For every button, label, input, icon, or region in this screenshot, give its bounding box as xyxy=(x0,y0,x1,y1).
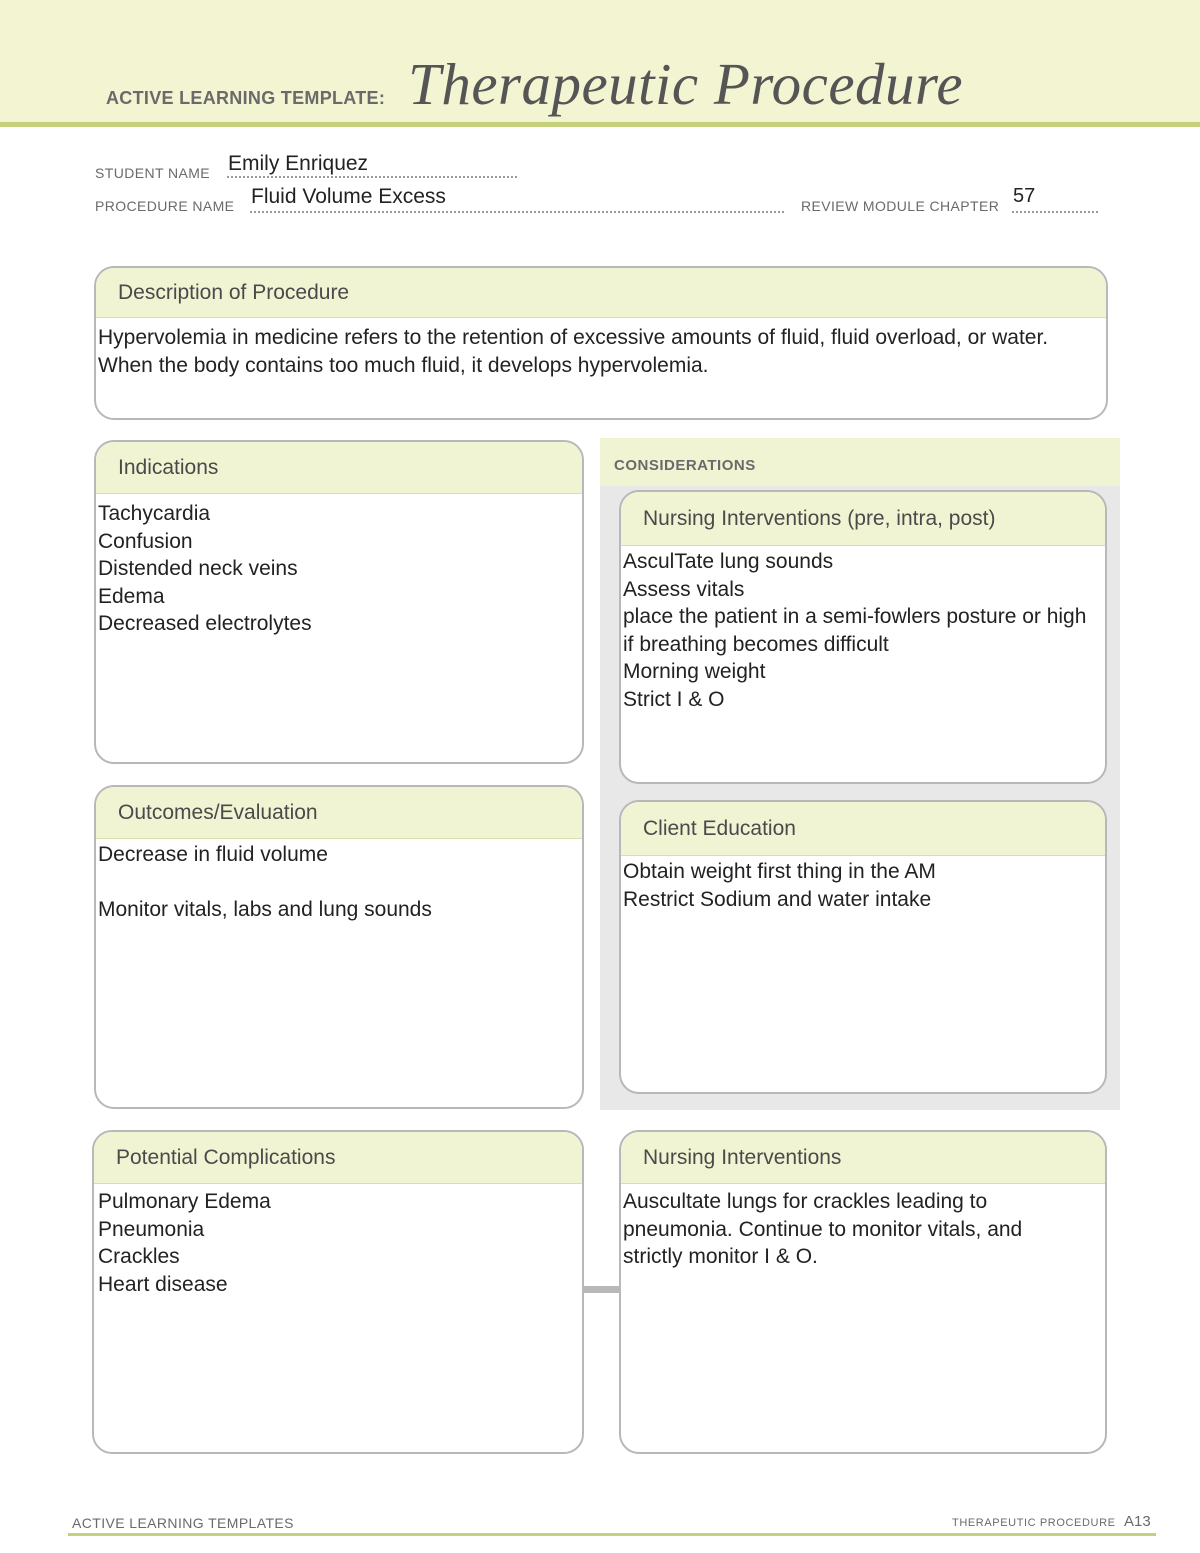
header-rule xyxy=(0,122,1200,127)
list-item: Confusion xyxy=(98,529,193,553)
client-education-heading: Client Education xyxy=(621,802,1105,856)
review-chapter-field[interactable]: 57 xyxy=(1013,185,1036,207)
list-item: Decrease in fluid volume xyxy=(98,843,328,866)
list-item: Obtain weight first thing in the AM xyxy=(623,860,936,883)
procedure-name-label: PROCEDURE NAME xyxy=(95,198,235,214)
complications-box xyxy=(92,1130,584,1454)
list-item: Pulmonary Edema xyxy=(98,1190,271,1213)
procedure-name-underline xyxy=(250,211,784,213)
footer-rule xyxy=(68,1533,1156,1536)
nursing-interventions-text: Auscultate lungs for crackles leading to pneumonia. Continue to monitor vitals, and strictly monitor I & O. xyxy=(623,1190,1023,1268)
student-name-underline xyxy=(227,176,517,178)
description-body[interactable] xyxy=(96,318,1106,379)
list-item: Monitor vitals, labs and lung sounds xyxy=(98,898,432,921)
footer-right: THERAPEUTIC PROCEDURE xyxy=(952,1517,1116,1529)
list-item: Morning weight xyxy=(623,660,766,683)
nursing-pre-intra-post-body[interactable] xyxy=(621,546,1105,713)
outcomes-heading: Outcomes/Evaluation xyxy=(96,787,582,839)
list-item: Heart disease xyxy=(98,1272,228,1296)
client-education-box xyxy=(619,800,1107,1094)
list-item: Strict I & O xyxy=(623,687,725,711)
list-item: AsculTate lung sounds xyxy=(623,550,834,573)
student-name-field[interactable]: Emily Enriquez xyxy=(228,152,369,175)
description-text: Hypervolemia in medicine refers to the retention of excessive amounts of fluid, fluid overload, or water. When the body contains too much fluid, it develops hypervolemia. xyxy=(98,326,1049,377)
list-item xyxy=(98,869,582,897)
list-item: Assess vitals xyxy=(623,577,745,601)
template-prefix: ACTIVE LEARNING TEMPLATE: xyxy=(106,88,386,108)
review-chapter-underline xyxy=(1012,211,1098,213)
considerations-header xyxy=(600,438,1120,486)
procedure-name-field[interactable]: Fluid Volume Excess xyxy=(251,185,446,208)
considerations-title: CONSIDERATIONS xyxy=(614,457,756,474)
indications-box xyxy=(94,440,584,764)
outcomes-body[interactable] xyxy=(96,839,582,924)
list-item: Restrict Sodium and water intake xyxy=(623,887,932,911)
list-item: place the patient in a semi-fowlers posture or high if breathing becomes difficult xyxy=(623,605,1087,656)
nursing-pre-intra-post-heading: Nursing Interventions (pre, intra, post) xyxy=(621,492,1105,546)
student-name-label: STUDENT NAME xyxy=(95,165,210,181)
page-number: A13 xyxy=(1124,1513,1151,1530)
description-heading: Description of Procedure xyxy=(96,268,1106,318)
indications-heading: Indications xyxy=(96,442,582,494)
nursing-interventions-heading: Nursing Interventions xyxy=(621,1132,1105,1184)
list-item: Distended neck veins xyxy=(98,557,298,580)
complications-body[interactable] xyxy=(94,1184,582,1298)
box-connector xyxy=(583,1286,620,1293)
list-item: Crackles xyxy=(98,1245,180,1268)
review-chapter-label: REVIEW MODULE CHAPTER xyxy=(801,198,1000,214)
nursing-pre-intra-post-box xyxy=(619,490,1107,784)
nursing-interventions-body[interactable] xyxy=(621,1184,1105,1271)
page-title: Therapeutic Procedure xyxy=(408,51,964,117)
footer-left: ACTIVE LEARNING TEMPLATES xyxy=(72,1515,294,1531)
description-box xyxy=(94,266,1108,420)
complications-heading: Potential Complications xyxy=(94,1132,582,1184)
client-education-body[interactable] xyxy=(621,856,1105,913)
list-item: Decreased electrolytes xyxy=(98,612,312,635)
list-item: Pneumonia xyxy=(98,1217,205,1241)
indications-body[interactable] xyxy=(96,494,582,638)
list-item: Tachycardia xyxy=(98,502,211,525)
outcomes-box xyxy=(94,785,584,1109)
list-item: Edema xyxy=(98,584,165,608)
nursing-interventions-box xyxy=(619,1130,1107,1454)
